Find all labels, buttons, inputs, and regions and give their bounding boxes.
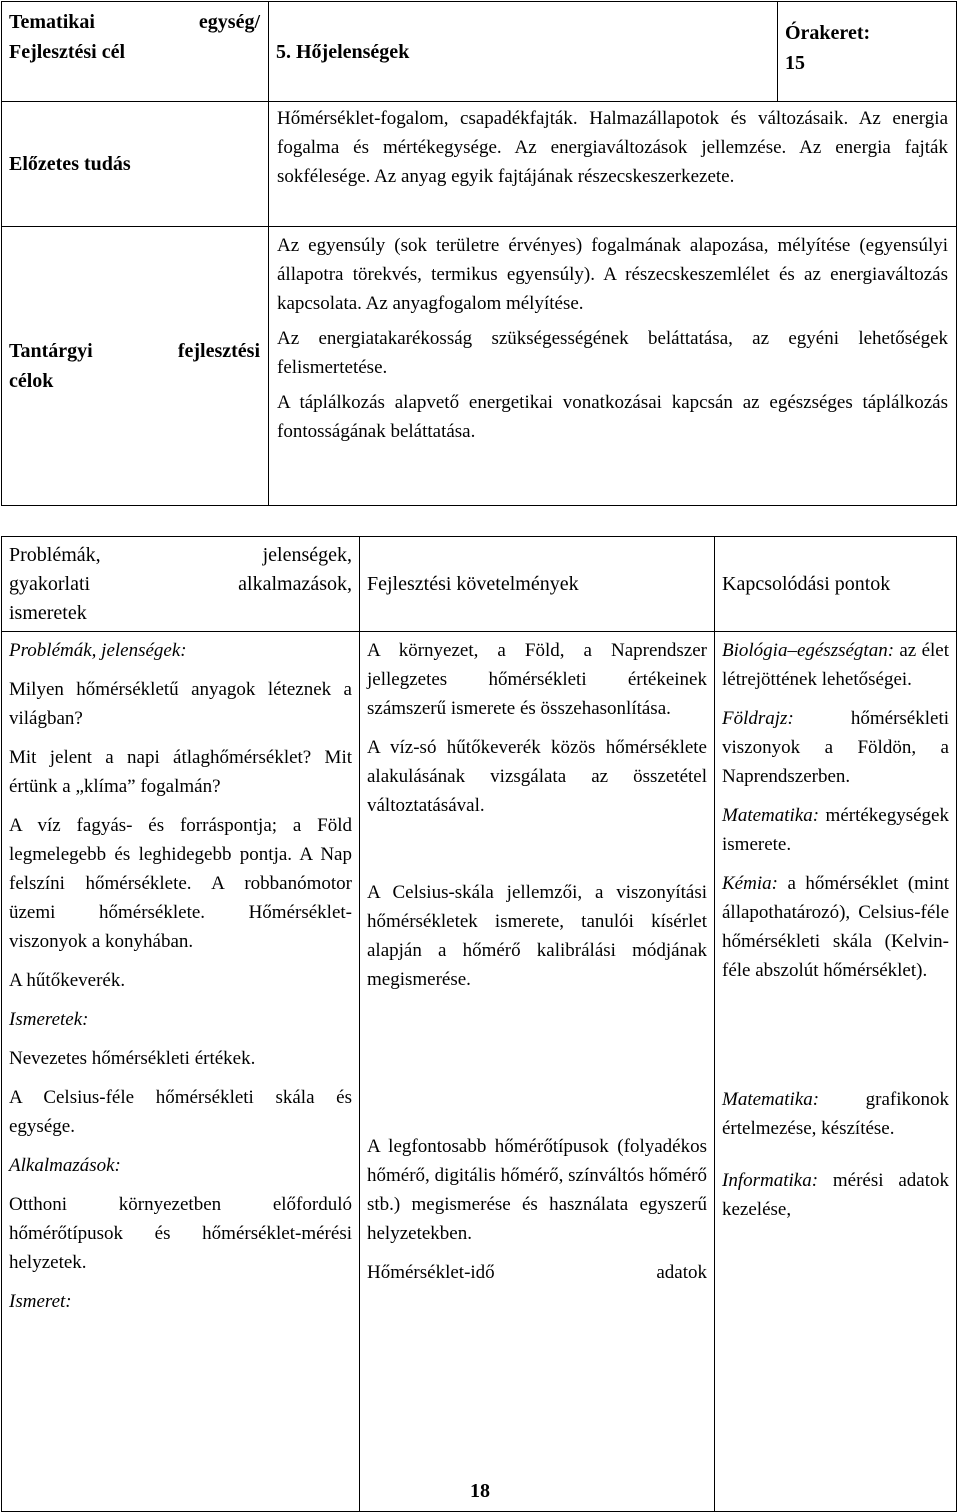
application-item: Otthoni környezetben előforduló hőmérőtípusok és hőmérséklet-mérési helyzetek. xyxy=(9,1194,352,1273)
connection-subject: Matematika: xyxy=(722,1089,820,1110)
applications-heading: Alkalmazások: xyxy=(9,1155,121,1176)
connection-subject: Biológia–egészségtan: xyxy=(722,640,895,661)
goals-label-cell xyxy=(2,227,269,506)
connection-subject: Informatika: xyxy=(722,1170,819,1191)
hours-label: Órakeret: xyxy=(785,22,871,44)
connection-text: grafikonok értelmezése, készítése. xyxy=(722,1089,949,1139)
connection-text: a hőmérséklet (mint állapothatározó), Celsius-féle hőmérsékleti skála (Kelvin-féle abszolút hőmérséklet). xyxy=(722,873,949,981)
connection-item xyxy=(722,704,949,791)
connection-text: mértékegységek ismerete. xyxy=(722,805,949,855)
knowledge-heading: Ismeretek: xyxy=(9,1009,89,1030)
goal-item: A táplálkozás alapvető energetikai vonatkozásai kapcsán az egészséges táplálkozás fontosságának beláttatása. xyxy=(277,392,948,442)
connection-item xyxy=(722,636,949,694)
header-col1 xyxy=(2,537,360,632)
connection-item xyxy=(722,801,949,859)
unit-title-cell xyxy=(269,2,778,102)
header-col1-c: gyakorlati xyxy=(9,572,91,595)
hours-cell xyxy=(778,2,957,102)
knowledge-item: Nevezetes hőmérsékleti értékek. xyxy=(9,1048,256,1069)
header-col1-d: alkalmazások, xyxy=(238,572,352,595)
connection-item xyxy=(722,1166,949,1224)
connections-cell xyxy=(715,632,957,1512)
page-number: 18 xyxy=(470,1480,490,1502)
goals-label-3: célok xyxy=(9,370,54,392)
problem-item: A hűtőkeverék. xyxy=(9,970,126,991)
connection-subject: Kémia: xyxy=(722,873,778,894)
connection-text: az élet létrejöttének lehetőségei. xyxy=(722,640,950,690)
goal-item: Az energiatakarékosság szükségességének beláttatása, az egyéni lehetőségek felismertetése. xyxy=(277,328,948,378)
knowledge2-heading: Ismeret: xyxy=(9,1291,72,1312)
problem-item: A víz fagyás- és forráspontja; a Föld legmelegebb és leghidegebb pontja. A Nap felszíni hőmérséklete. A robbanómotor üzemi hőmérséklete. Hőmérséklet-viszonyok a konyhában. xyxy=(9,815,352,952)
prior-knowledge-text: Hőmérséklet-fogalom, csapadékfajták. Halmazállapotok és változásaik. Az energia fogalma és mértékegysége. Az energiaváltozások jellemzése. Az energia fajták sokfélesége. Az anyag egyik fajtájának részecskeszerkezete. xyxy=(277,108,948,187)
header-col1-b: jelenségek, xyxy=(262,543,352,566)
goals-label-2: fejlesztési xyxy=(177,340,260,362)
problems-heading: Problémák, jelenségek: xyxy=(9,640,187,661)
header-col3-label: Kapcsolódási pontok xyxy=(722,572,891,595)
goals-label-1: Tantárgyi xyxy=(9,340,93,362)
problem-item: Milyen hőmérsékletű anyagok léteznek a világban? xyxy=(9,679,352,729)
connection-item xyxy=(722,1085,949,1143)
header-col2 xyxy=(360,537,715,632)
prior-knowledge-cell xyxy=(269,102,957,227)
connection-item xyxy=(722,869,949,985)
requirements-table xyxy=(1,536,957,1512)
problem-item: Mit jelent a napi átlaghőmérséklet? Mit értünk a „klíma” fogalmán? xyxy=(9,747,352,797)
connection-text: hőmérsékleti viszonyok a Földön, a Naprendszerben. xyxy=(722,708,949,787)
connection-subject: Matematika: xyxy=(722,805,820,826)
requirements-cell xyxy=(360,632,715,1512)
goal-item: Az egyensúly (sok területre érvényes) fogalmának alapozása, mélyítése (egyensúlyi állapotra törekvés, termikus egyensúly). A részecskeszemlélet és az energiaváltozás kapcsolata. Az anyagfogalom mélyítése. xyxy=(277,235,948,314)
prior-knowledge-label-cell xyxy=(2,102,269,227)
unit-overview-table xyxy=(1,1,957,506)
requirement-item: A környezet, a Föld, a Naprendszer jellegzetes hőmérsékleti értékeinek számszerű ismerete és összehasonlítása. xyxy=(367,640,707,719)
hours-value: 15 xyxy=(785,52,805,74)
header-col3 xyxy=(715,537,957,632)
unit-label-2: egység/ xyxy=(198,11,260,33)
connection-text: mérési adatok kezelése, xyxy=(722,1170,949,1220)
header-col2-label: Fejlesztési követelmények xyxy=(367,572,579,595)
unit-label-1: Tematikai xyxy=(9,11,95,33)
requirement-item: A legfontosabb hőmérőtípusok (folyadékos hőmérő, digitális hőmérő, színváltós hőmérő stb.) megismerése és használata egyszerű helyzetekben. xyxy=(367,1136,707,1244)
unit-title: 5. Hőjelenségek xyxy=(276,40,410,63)
unit-label-cell xyxy=(2,2,269,102)
prior-knowledge-label: Előzetes tudás xyxy=(9,153,131,175)
header-col1-a: Problémák, xyxy=(9,543,101,566)
requirement-item: A Celsius-skála jellemzői, a viszonyítási hőmérsékletek ismerete, tanulói kísérlet alapján a hőmérő kalibrálási módjának megismerése. xyxy=(367,882,707,990)
header-col1-e: ismeretek xyxy=(9,601,87,624)
requirement-item: A víz-só hűtőkeverék közös hőmérséklete alakulásának vizsgálata az összetétel változtatásával. xyxy=(367,737,707,816)
knowledge-item: A Celsius-féle hőmérsékleti skála és egysége. xyxy=(9,1087,352,1137)
requirement-item: Hőmérséklet-idő adatok xyxy=(367,1262,707,1283)
connection-subject: Földrajz: xyxy=(722,708,794,729)
problems-cell xyxy=(2,632,360,1512)
goals-cell xyxy=(269,227,957,506)
unit-label-3: Fejlesztési cél xyxy=(9,41,126,63)
